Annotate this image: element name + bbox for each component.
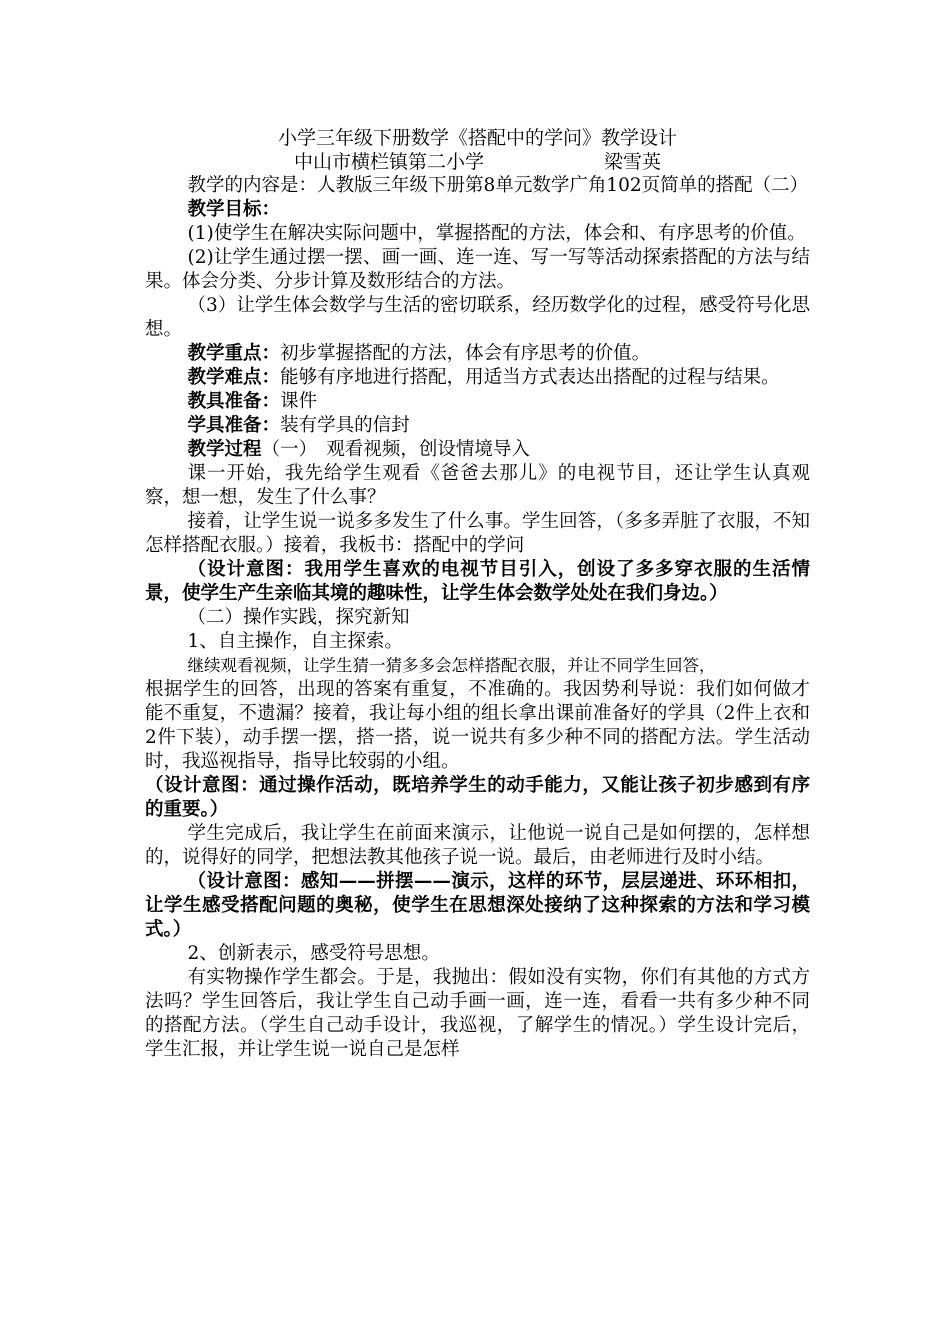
paragraph-2: 接着，让学生说一说多多发生了什么事。学生回答，（多多弄脏了衣服，不知怎样搭配衣服。）接着，我板书：搭配中的学问 bbox=[145, 511, 810, 556]
key-point bbox=[145, 342, 810, 366]
goal-1: (1)使学生在解决实际问题中，掌握搭配的方法，体会和、有序思考的价值。 bbox=[187, 223, 806, 244]
paragraph-5: 有实物操作学生都会。于是，我抛出：假如没有实物，你们有其他的方式方法吗？学生回答后，我让学生自己动手画一画，连一连，看看一共有多少种不同的搭配方法。（学生自己动手设计，我巡视，了解学生的情况。）学生设计完后，学生汇报，并让学生说一说自己是怎样 bbox=[145, 967, 810, 1060]
difficulty-text: 能够有序地进行搭配，用适当方式表达出搭配的过程与结果。 bbox=[280, 367, 780, 388]
difficulty-point bbox=[145, 366, 810, 390]
goal-3: （3）让学生体会数学与生活的密切联系，经历数学化的过程，感受符号化思想。 bbox=[145, 295, 810, 340]
goal-2: (2)让学生通过摆一摆、画一画、连一连、写一写等活动探索搭配的方法与结果。体会分类、分步计算及数形结合的方法。 bbox=[145, 247, 810, 292]
subsection-2: 2、创新表示，感受符号思想。 bbox=[187, 943, 440, 964]
paragraph-3a-text: 继续观看视频，让学生猜一猜多多会怎样搭配衣服，并让不同学生回答， bbox=[187, 656, 716, 675]
student-tools bbox=[145, 414, 810, 438]
design-intent-2: （设计意图：通过操作活动，既培养学生的动手能力，又能让孩子初步感到有序的重要。） bbox=[145, 775, 810, 820]
design-intent-1: （设计意图：我用学生喜欢的电视节目引入，创设了多多穿衣服的生活情景，使学生产生亲临其境的趣味性，让学生体会数学处处在我们身边。） bbox=[145, 559, 810, 604]
process-heading bbox=[145, 438, 810, 462]
teaching-tools-label: 教具准备： bbox=[187, 391, 281, 412]
student-tools-text: 装有学具的信封 bbox=[280, 415, 410, 436]
process-text: （一） 观看视频，创设情境导入 bbox=[261, 439, 530, 460]
key-point-label: 教学重点： bbox=[187, 343, 281, 364]
teaching-tools bbox=[145, 390, 810, 414]
author-line bbox=[145, 150, 810, 174]
paragraph-3a bbox=[145, 654, 810, 678]
paragraph-1: 课一开始，我先给学生观看《爸爸去那儿》的电视节目，还让学生认真观察，想一想，发生了什么事？ bbox=[145, 463, 810, 508]
document-title: 小学三年级下册数学《搭配中的学问》教学设计 bbox=[277, 127, 677, 149]
design-intent-3: （设计意图：感知——拼摆——演示，这样的环节，层层递进、环环相扣，让学生感受搭配问题的奥秘，使学生在思想深处接纳了这种探索的方法和学习模式。） bbox=[145, 871, 810, 940]
paragraph-3b: 根据学生的回答，出现的答案有重复，不准确的。我因势利导说：我们如何做才能不重复，不遗漏？接着，我让每小组的组长拿出课前准备好的学具（2件上衣和2件下装），动手摆一摆，搭一搭，说一说共有多少种不同的搭配方法。学生活动时，我巡视指导，指导比较弱的小组。 bbox=[145, 679, 810, 772]
intro-paragraph: 教学的内容是：人教版三年级下册第8单元数学广角102页简单的搭配（二） bbox=[187, 175, 809, 196]
teaching-tools-text: 课件 bbox=[280, 391, 318, 412]
school-name: 中山市横栏镇第二小学 bbox=[293, 151, 484, 173]
section-2-heading: （二）操作实践，探究新知 bbox=[187, 607, 410, 628]
key-point-text: 初步掌握搭配的方法，体会有序思考的价值。 bbox=[280, 343, 651, 364]
process-label: 教学过程 bbox=[187, 439, 262, 460]
document-body bbox=[145, 126, 810, 1062]
teacher-name: 梁雪英 bbox=[604, 151, 662, 173]
difficulty-label: 教学难点： bbox=[187, 367, 281, 388]
subsection-1: 1、自主操作，自主探索。 bbox=[187, 631, 403, 652]
goals-heading: 教学目标： bbox=[187, 199, 281, 220]
paragraph-4: 学生完成后，我让学生在前面来演示，让他说一说自己是如何摆的，怎样想的，说得好的同学，把想法教其他孩子说一说。最后，由老师进行及时小结。 bbox=[145, 823, 810, 868]
student-tools-label: 学具准备： bbox=[187, 415, 281, 436]
